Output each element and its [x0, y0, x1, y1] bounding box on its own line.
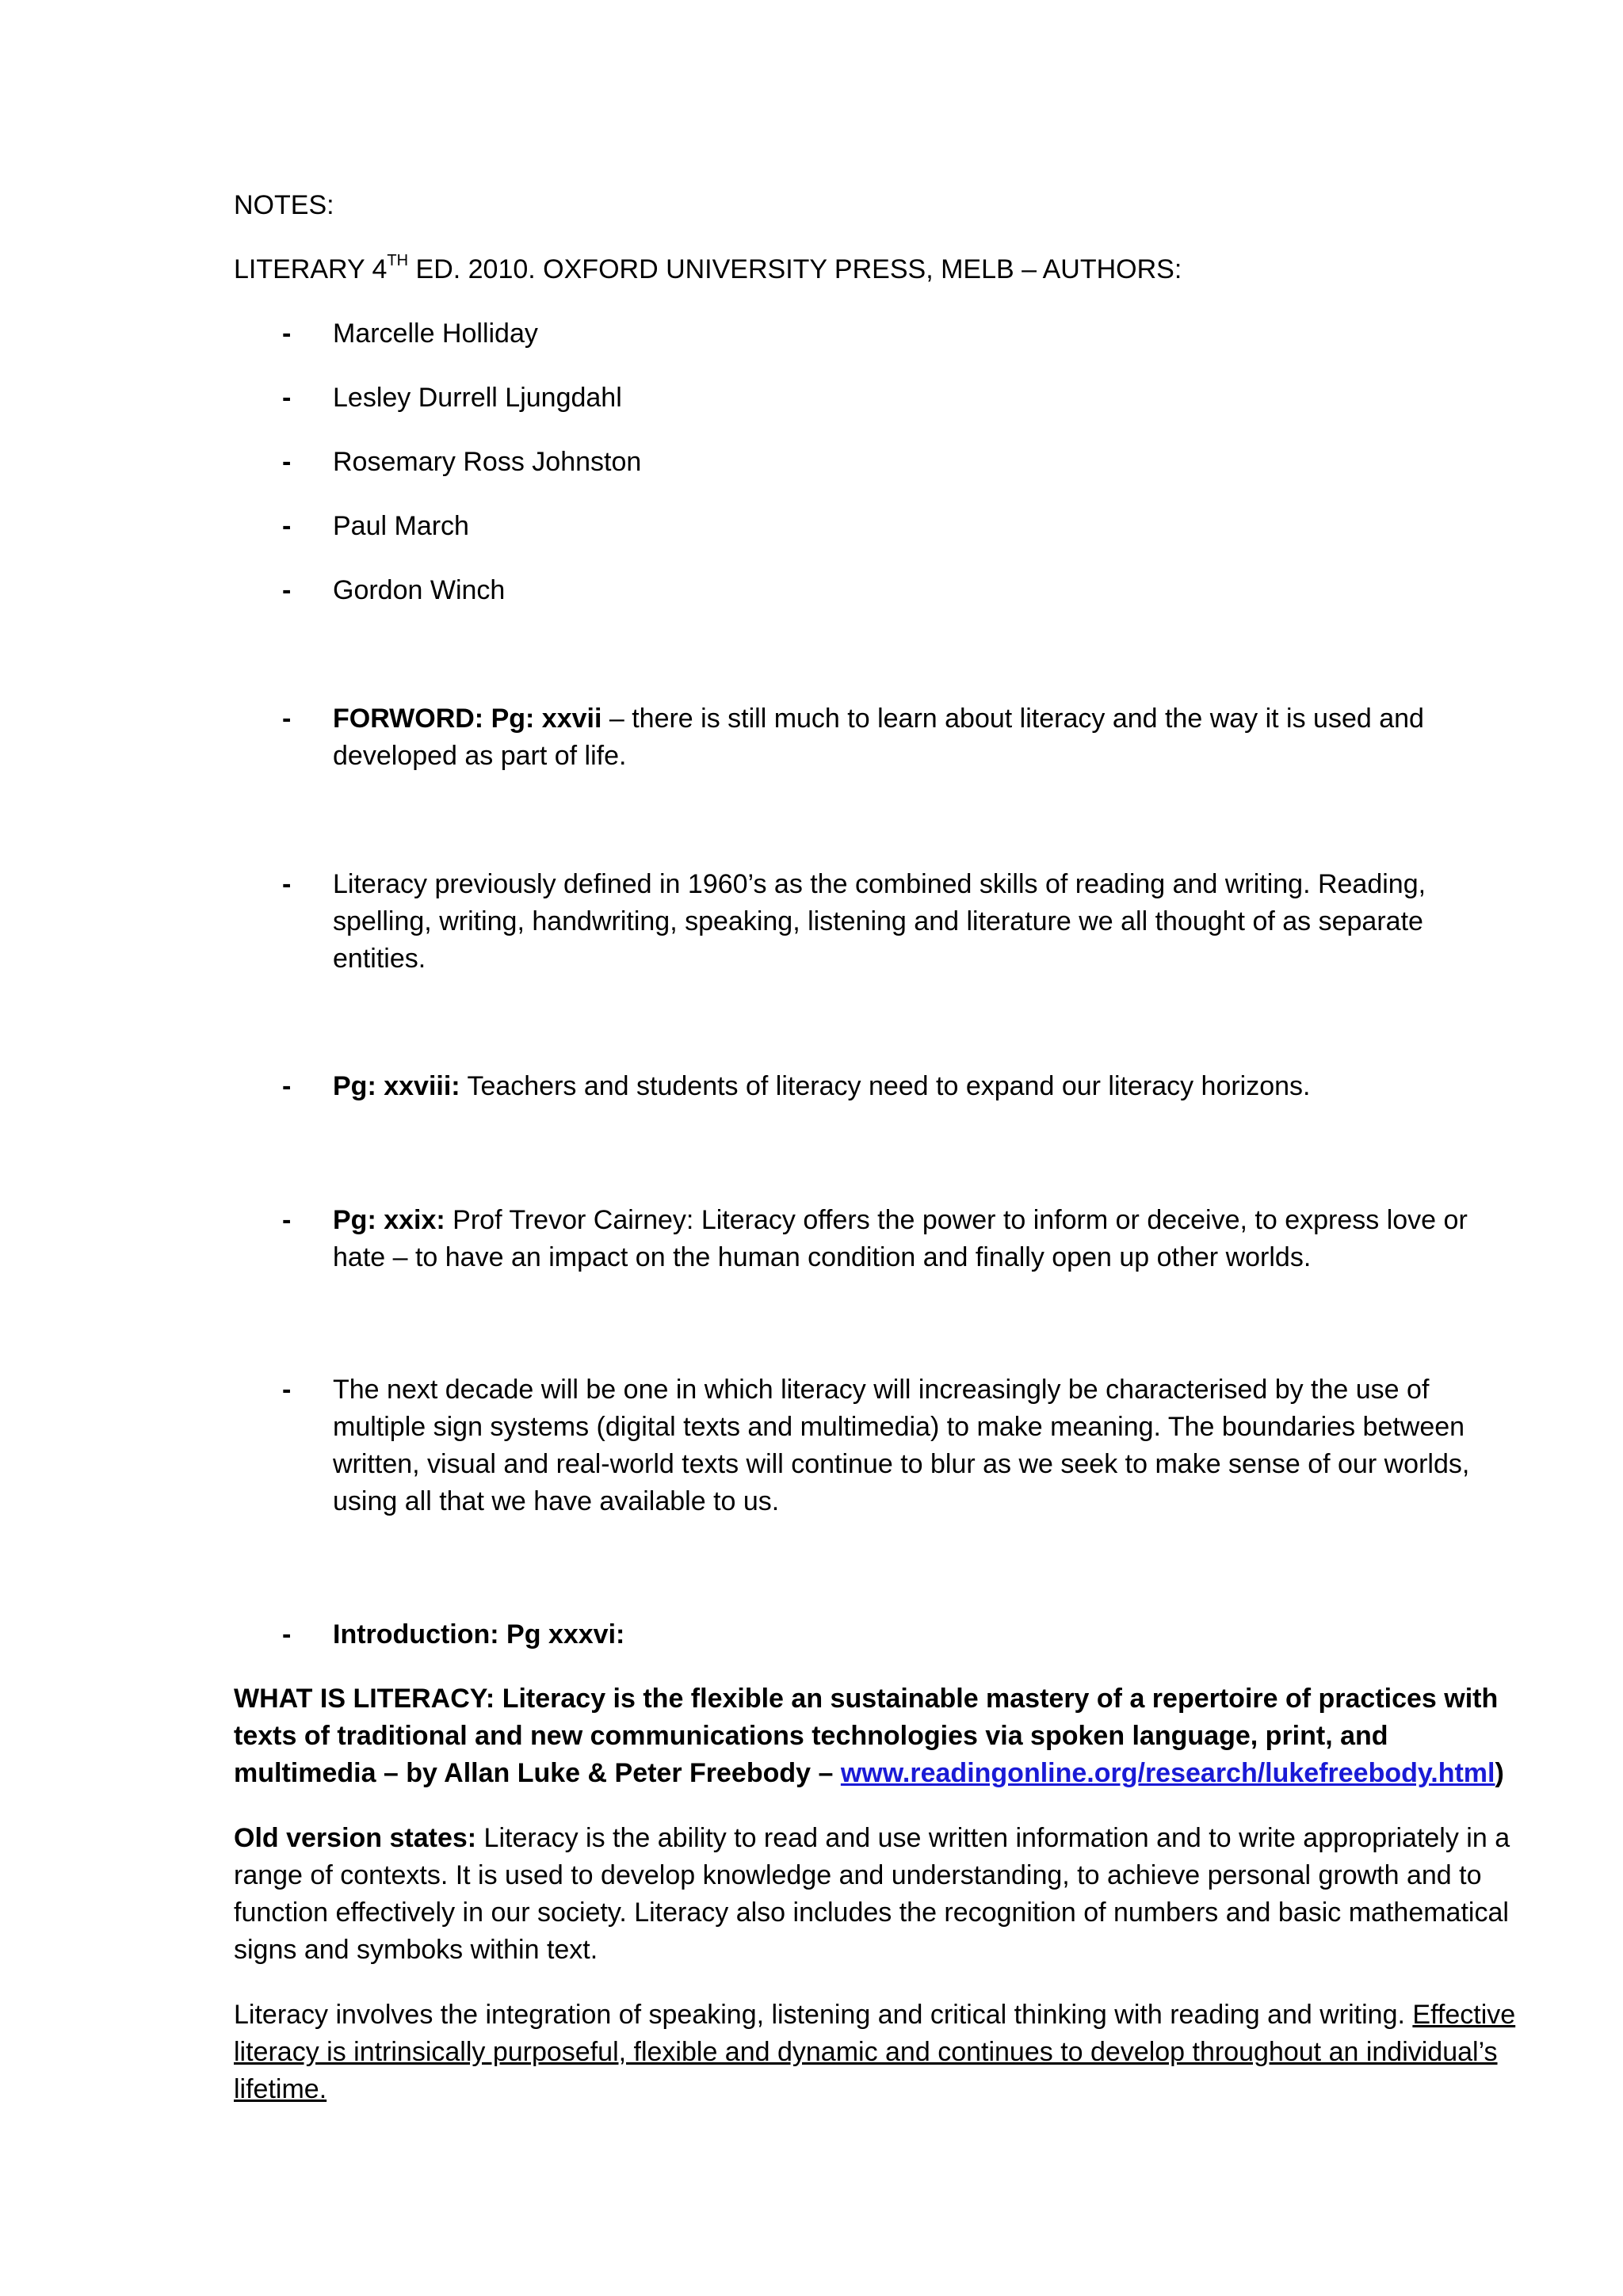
- bullet-marker: -: [282, 1619, 292, 1650]
- citation-suffix: ED. 2010. OXFORD UNIVERSITY PRESS, MELB – AUTHORS:: [408, 254, 1182, 284]
- next-decade-note: The next decade will be one in which literacy will increasingly be characterised by the use of multiple sign systems (digital texts and multimedia) to make meaning. The boundaries between written, visual and real-world texts will continue to blur as we seek to make sense of our worlds, using all that we have available to us.: [333, 1375, 1470, 1516]
- old-version-paragraph: [234, 1820, 1518, 1969]
- bullet-marker: -: [282, 318, 292, 349]
- forword-note: [333, 700, 1522, 775]
- xxviii-text: Teachers and students of literacy need to expand our literacy horizons.: [460, 1071, 1311, 1101]
- xxix-text: Prof Trevor Cairney: Literacy offers the power to inform or deceive, to express love or hate – to have an impact on the human condition and finally open up other worlds.: [333, 1205, 1468, 1272]
- integration-paragraph: [234, 1997, 1518, 2108]
- bullet-marker: -: [282, 1205, 292, 1235]
- what-is-literacy-paragraph: [234, 1680, 1518, 1792]
- introduction-label: Introduction: Pg xxxvi:: [333, 1619, 625, 1650]
- bullet-marker: -: [282, 447, 292, 477]
- integration-text: Literacy involves the integration of speaking, listening and critical thinking with reading and writing.: [234, 2000, 1413, 2030]
- bullet-marker: -: [282, 869, 292, 899]
- author-name: Rosemary Ross Johnston: [333, 447, 642, 477]
- author-name: Marcelle Holliday: [333, 318, 538, 349]
- luke-freebody-link[interactable]: www.readingonline.org/research/lukefreebody.html: [840, 1758, 1495, 1788]
- xxviii-note: [333, 1068, 1522, 1105]
- author-name: Paul March: [333, 511, 469, 541]
- notes-heading: NOTES:: [234, 190, 334, 220]
- bullet-marker: -: [282, 575, 292, 605]
- bullet-marker: -: [282, 1071, 292, 1101]
- bullet-marker: -: [282, 383, 292, 413]
- author-name: Gordon Winch: [333, 575, 506, 605]
- citation-superscript: TH: [387, 251, 409, 269]
- author-name: Lesley Durrell Ljungdahl: [333, 383, 622, 413]
- bullet-marker: -: [282, 511, 292, 541]
- integration-underlined-text: Effective literacy is intrinsically purposeful, flexible and dynamic and continues to develop throughout an individual’s lifetime.: [234, 2000, 1516, 2104]
- bullet-marker: -: [282, 704, 292, 734]
- citation-prefix: LITERARY 4: [234, 254, 388, 284]
- xxix-label: Pg: xxix:: [333, 1205, 445, 1235]
- old-version-label: Old version states:: [234, 1823, 477, 1853]
- previous-definition-note: Literacy previously defined in 1960’s as the combined skills of reading and writing. Reading, spelling, writing, handwriting, speaking, listening and literature we all thought of as separate entities.: [333, 869, 1426, 974]
- xxix-note: [333, 1202, 1522, 1276]
- bullet-marker: -: [282, 1375, 292, 1405]
- citation-line: [234, 251, 1182, 288]
- introduction-note: [333, 1616, 1522, 1653]
- what-is-literacy-text: WHAT IS LITERACY: Literacy is the flexible an sustainable mastery of a repertoire of practices with texts of traditional and new communications technologies via spoken language, print, and multimedia – by Allan Luke & Peter Freebody –: [234, 1684, 1499, 1788]
- what-is-literacy-closing: ): [1495, 1758, 1504, 1788]
- xxviii-label: Pg: xxviii:: [333, 1071, 460, 1101]
- old-version-text: Literacy is the ability to read and use written information and to write appropriately in a range of contexts. It is used to develop knowledge and understanding, to achieve personal growth and to function effectively in our society. Literacy also includes the recognition of numbers and basic mathematical signs and symboks within text.: [234, 1823, 1510, 1965]
- forword-label: FORWORD: Pg: xxvii: [333, 704, 602, 734]
- forword-text: – there is still much to learn about literacy and the way it is used and developed as part of life.: [333, 704, 1424, 771]
